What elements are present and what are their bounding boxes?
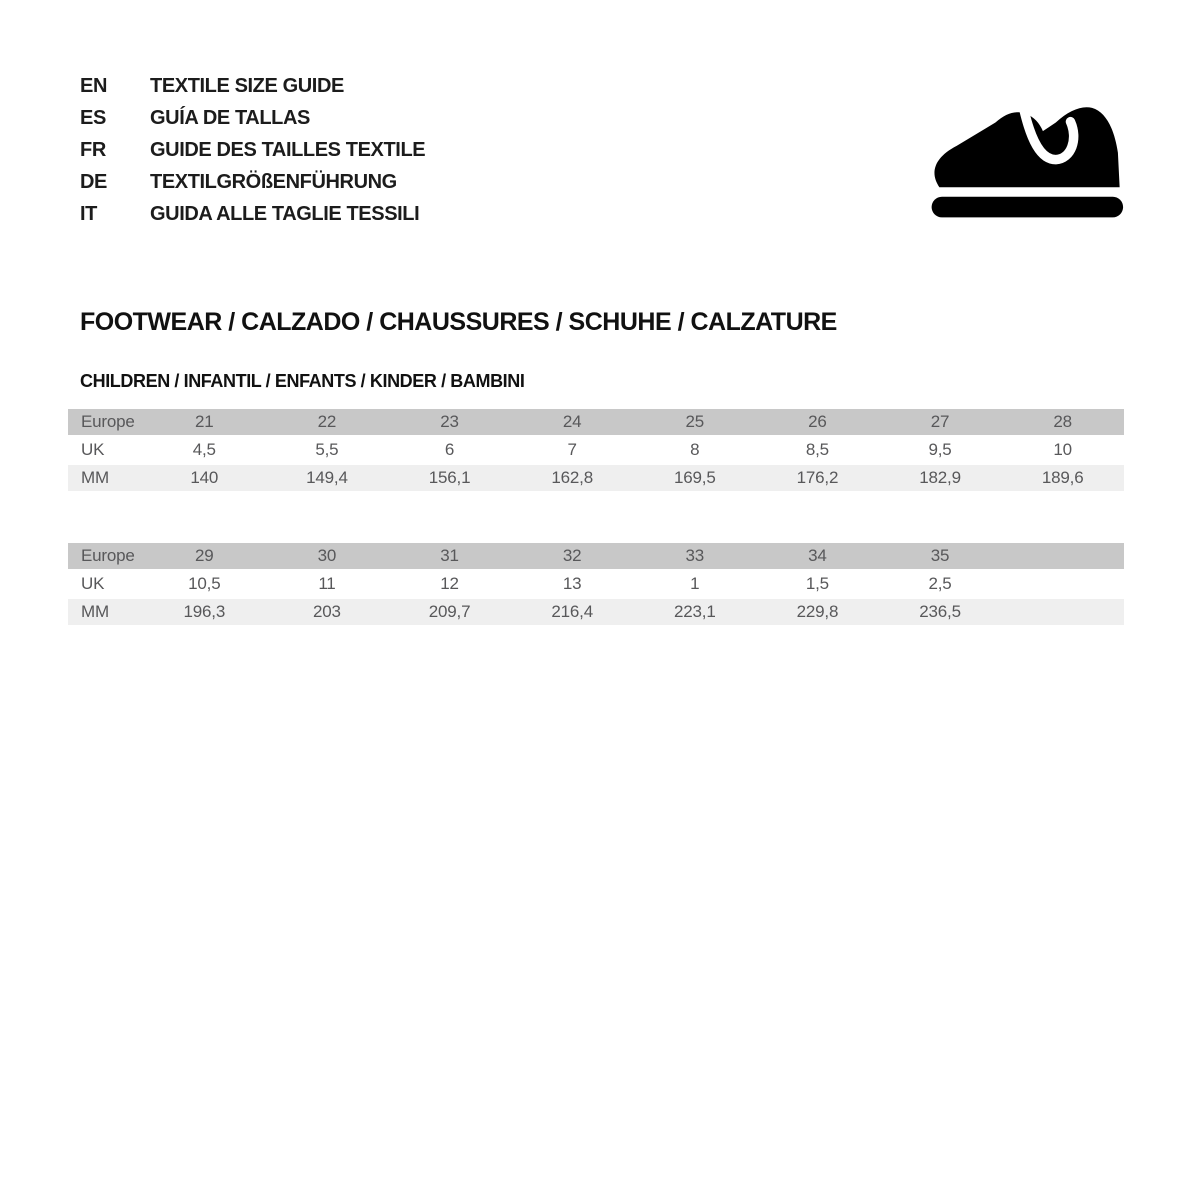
size-cell — [1001, 571, 1124, 597]
language-code: DE — [80, 171, 107, 193]
size-cell: 30 — [317, 546, 337, 565]
size-cell: 25 — [685, 412, 705, 431]
size-cell: 8 — [690, 440, 700, 459]
language-label: GUIDA ALLE TAGLIE TESSILI — [150, 203, 420, 225]
table-row — [68, 465, 1124, 491]
size-cell — [1001, 543, 1124, 569]
size-cell: 27 — [930, 412, 950, 431]
table-row — [68, 571, 1124, 597]
size-cell: 8,5 — [805, 440, 829, 459]
size-table — [68, 543, 1124, 627]
language-label: TEXTILE SIZE GUIDE — [150, 75, 344, 97]
size-cell: 1 — [690, 574, 700, 593]
size-cell: 9,5 — [928, 440, 952, 459]
size-cell: 35 — [930, 546, 950, 565]
size-cell: 28 — [1053, 412, 1072, 431]
size-cell: 6 — [444, 440, 455, 459]
row-label-cell: MM — [81, 602, 109, 621]
size-cell: 23 — [440, 412, 459, 431]
row-label-cell: MM — [81, 468, 109, 487]
size-cell: 7 — [567, 440, 577, 459]
table-row — [68, 409, 1124, 435]
size-cell: 182,9 — [919, 468, 961, 487]
size-table — [68, 409, 1124, 493]
size-cell: 34 — [808, 546, 827, 565]
size-cell: 31 — [440, 546, 459, 565]
language-row — [80, 134, 425, 166]
size-cell: 12 — [440, 574, 459, 593]
size-cell: 33 — [685, 546, 705, 565]
size-cell — [1001, 599, 1124, 625]
language-code: FR — [80, 139, 106, 161]
children-shoe-icon — [906, 82, 1128, 220]
size-cell: 10 — [1053, 440, 1072, 459]
size-cell: 24 — [562, 412, 582, 431]
size-cell: 196,3 — [183, 602, 226, 621]
size-cell: 10,5 — [188, 574, 221, 593]
language-code: ES — [80, 107, 106, 129]
section-title: FOOTWEAR / CALZADO / CHAUSSURES / SCHUHE / CALZATURE — [80, 308, 837, 336]
size-cell: 5,5 — [315, 440, 339, 459]
table-row — [68, 543, 1124, 569]
size-cell: 236,5 — [919, 602, 961, 621]
row-label-cell: Europe — [81, 546, 135, 565]
size-cell: 229,8 — [796, 602, 839, 621]
size-cell: 13 — [562, 574, 582, 593]
language-row — [80, 166, 425, 198]
size-cell: 203 — [313, 602, 341, 621]
size-cell: 4,5 — [192, 440, 216, 459]
language-label: GUÍA DE TALLAS — [150, 107, 310, 129]
language-row — [80, 102, 425, 134]
size-cell: 162,8 — [551, 468, 593, 487]
size-cell: 21 — [195, 412, 214, 431]
size-cell: 26 — [808, 412, 827, 431]
size-cell: 2,5 — [928, 574, 952, 593]
row-label-cell: UK — [81, 574, 105, 593]
row-label-cell: UK — [81, 440, 105, 459]
size-cell: 140 — [190, 468, 219, 487]
size-cell: 29 — [195, 546, 214, 565]
size-cell: 1,5 — [805, 574, 829, 593]
size-cell: 169,5 — [674, 468, 716, 487]
size-cell: 209,7 — [428, 602, 471, 621]
row-label-cell: Europe — [81, 412, 135, 431]
section-subtitle: CHILDREN / INFANTIL / ENFANTS / KINDER / BAMBINI — [80, 371, 525, 391]
language-code: IT — [80, 203, 97, 225]
size-cell: 216,4 — [551, 602, 593, 621]
language-label: GUIDE DES TAILLES TEXTILE — [150, 139, 426, 161]
table-row — [68, 437, 1124, 463]
size-cell: 223,1 — [674, 602, 716, 621]
size-cell: 176,2 — [796, 468, 839, 487]
language-row — [80, 70, 425, 102]
table-row — [68, 599, 1124, 625]
size-cell: 156,1 — [428, 468, 471, 487]
size-cell: 149,4 — [306, 468, 348, 487]
size-cell: 189,6 — [1041, 468, 1084, 487]
size-cell: 32 — [562, 546, 582, 565]
language-code: EN — [80, 75, 107, 97]
language-list — [80, 70, 425, 230]
language-label: TEXTILGRÖßENFÜHRUNG — [150, 171, 397, 193]
size-cell: 11 — [318, 574, 336, 593]
language-row — [80, 198, 425, 230]
size-cell: 22 — [317, 412, 337, 431]
